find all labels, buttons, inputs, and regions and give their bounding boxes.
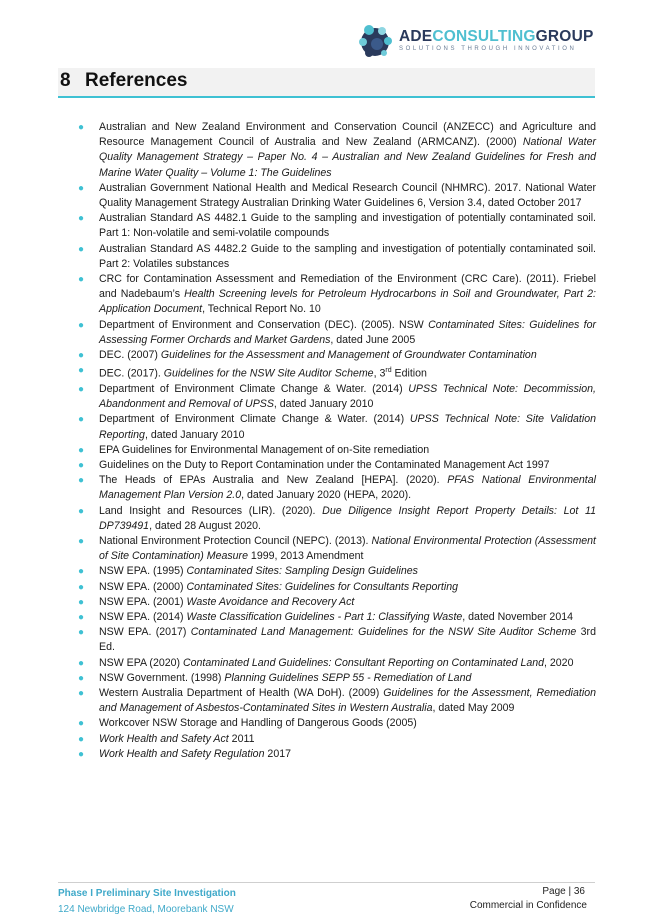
bullet-icon: ● [78, 122, 85, 133]
reference-item [78, 211, 596, 241]
reference-title: Contaminated Land Guidelines: Consultant Reporting on Contaminated Land [183, 656, 545, 669]
reference-title: Work Health and Safety Act [99, 732, 229, 745]
reference-item [78, 382, 596, 412]
globe-logo-icon [355, 22, 395, 60]
bullet-icon: ● [78, 414, 85, 426]
reference-item [78, 595, 596, 610]
bullet-icon: ● [78, 672, 85, 684]
bullet-icon: ● [78, 350, 85, 362]
reference-text: , dated January 2010 [273, 398, 374, 411]
footer-address: 124 Newbridge Road, Moorebank NSW [58, 904, 234, 915]
reference-text: Western Australia Department of Health (WA DoH). (2009) [99, 687, 384, 700]
reference-item [78, 716, 596, 731]
footer-divider [58, 882, 595, 883]
reference-item [78, 318, 596, 348]
bullet-icon: ● [78, 444, 85, 456]
reference-item [78, 564, 596, 579]
reference-text: Australian Government National Health and Medical Research Council (NHMRC). 2017. National Water Quality Management Strategy Australian Drinking Water Guidelines 6, Version 3.4, dated October 2017 [99, 181, 596, 210]
bullet-icon: ● [78, 612, 85, 624]
reference-title: Work Health and Safety Regulation [99, 747, 265, 760]
reference-text: 2011 [228, 732, 255, 745]
reference-title: Contaminated Sites: Guidelines for Consultants Reporting [186, 580, 458, 593]
bullet-icon: ● [78, 182, 85, 194]
reference-text: , 2020 [544, 656, 574, 669]
reference-text: NSW EPA. (1995) [99, 565, 187, 578]
reference-text: , dated 28 August 2020. [149, 519, 261, 532]
bullet-icon: ● [78, 505, 85, 517]
reference-title: National Environmental Protection (Assessment of Site Contamination) Measure [99, 535, 596, 563]
reference-text: 2017 [264, 747, 291, 760]
reference-item [78, 747, 596, 762]
reference-text: Department of Environment Climate Change & Water. (2014) [99, 413, 410, 426]
bullet-icon: ● [78, 581, 85, 593]
reference-text: CRC for Contamination Assessment and Remediation of the Environment (CRC Care). (2011). Friebel and Nadebaum’s [99, 273, 596, 301]
reference-text: 3rd Ed. [99, 626, 596, 654]
reference-text: Edition [391, 367, 427, 380]
reference-title: Due Diligence Insight Report Property Details: Lot 11 DP739491 [99, 504, 596, 532]
reference-text: Australian and New Zealand Environment and Conservation Council (ANZECC) and Agriculture and Resource Management Council of Australia and New Zealand (ARMCANZ). (2000) [99, 121, 596, 149]
reference-item [78, 656, 596, 671]
bullet-icon: ● [78, 733, 85, 745]
section-number: 8 [60, 70, 71, 91]
reference-title: Waste Classification Guidelines - Part 1: Classifying Waste [186, 611, 463, 624]
reference-text: NSW EPA. (2014) [99, 611, 187, 624]
reference-text: National Environment Protection Council (NEPC). (2013). [99, 535, 372, 548]
reference-item [78, 458, 596, 473]
bullet-icon: ● [78, 627, 85, 639]
reference-title: Guidelines for the Assessment, Remediation and Management of Asbestos-Contaminated Sites in Western Australia [99, 687, 596, 715]
bullet-icon: ● [78, 319, 85, 331]
reference-text: Department of Environment Climate Change & Water. (2014) [99, 382, 409, 395]
bullet-icon: ● [78, 274, 85, 286]
reference-item [78, 580, 596, 595]
reference-text: , dated January 2020 (HEPA, 2020). [241, 489, 412, 502]
bullet-icon: ● [78, 365, 85, 377]
reference-text: , Technical Report No. 10 [202, 303, 321, 316]
reference-text: NSW Government. (1998) [99, 671, 225, 684]
reference-text: NSW EPA (2020) [99, 656, 183, 669]
reference-item [78, 671, 596, 686]
bullet-icon: ● [78, 688, 85, 700]
reference-item [78, 610, 596, 625]
bullet-icon: ● [78, 718, 85, 730]
reference-text: NSW EPA. (2001) [99, 595, 187, 608]
reference-item [78, 181, 596, 211]
reference-item [78, 363, 596, 382]
footer-page-number: Page | 36 [542, 886, 585, 897]
bullet-icon: ● [78, 213, 85, 225]
bullet-icon: ● [78, 243, 85, 255]
reference-text: Australian Standard AS 4482.2 Guide to the sampling and investigation of potentially contaminated soil. Part 2: Volatiles substances [99, 242, 596, 270]
reference-title: UPSS Technical Note: Site Validation Reporting [99, 413, 596, 441]
reference-item [78, 412, 596, 442]
reference-text: Department of Environment and Conservation (DEC). (2005). NSW [99, 318, 429, 331]
references-list [78, 120, 596, 762]
reference-text: NSW EPA. (2000) [99, 580, 187, 593]
bullet-icon: ● [78, 566, 85, 578]
reference-item [78, 625, 596, 655]
reference-title: Health Screening levels for Petroleum Hydrocarbons in Soil and Groundwater, Part 2: Application Document [99, 288, 596, 316]
reference-title: Planning Guidelines SEPP 55 - Remediation of Land [224, 671, 472, 684]
company-tagline: SOLUTIONS THROUGH INNOVATION [399, 46, 577, 52]
section-heading [58, 68, 595, 98]
reference-text: DEC. (2017). [99, 367, 164, 380]
reference-item [78, 443, 596, 458]
reference-text: Land Insight and Resources (LIR). (2020). [99, 504, 323, 517]
bullet-icon: ● [78, 536, 85, 548]
reference-item [78, 348, 596, 363]
reference-title: National Water Quality Management Strategy – Paper No. 4 – Australian and New Zealand Guidelines for Fresh and Marine Water Quality – Volume 1: The Guidelines [99, 136, 596, 179]
reference-item [78, 272, 596, 318]
reference-title: Contaminated Sites: Guidelines for Assessing Former Orchards and Market Gardens [99, 318, 596, 346]
reference-item [78, 534, 596, 564]
reference-title: PFAS National Environmental Management Plan Version 2.0 [99, 474, 596, 502]
reference-text: Australian Standard AS 4482.1 Guide to the sampling and investigation of potentially contaminated soil. Part 1: Non-volatile and semi-volatile compounds [99, 212, 596, 240]
reference-title: Guidelines for the Assessment and Management of Groundwater Contamination [160, 349, 537, 362]
reference-title: Waste Avoidance and Recovery Act [186, 595, 355, 608]
reference-item [78, 686, 596, 716]
bullet-icon: ● [78, 596, 85, 608]
reference-text: DEC. (2007) [99, 349, 161, 362]
footer-document-title: Phase I Preliminary Site Investigation [58, 888, 236, 899]
reference-text: 1999, 2013 Amendment [247, 550, 364, 563]
bullet-icon: ● [78, 657, 85, 669]
section-title: References [85, 70, 188, 91]
reference-text: , dated June 2005 [330, 333, 416, 346]
company-name: ADECONSULTINGGROUP [399, 28, 594, 45]
bullet-icon: ● [78, 383, 85, 395]
reference-text: EPA Guidelines for Environmental Management of on-Site remediation [99, 443, 430, 456]
reference-item [78, 504, 596, 534]
reference-item [78, 120, 596, 181]
reference-text: , dated May 2009 [432, 702, 515, 715]
footer-confidentiality: Commercial in Confidence [469, 900, 587, 911]
reference-text: Guidelines on the Duty to Report Contamination under the Contaminated Management Act 1997 [99, 459, 550, 471]
reference-text: , 3 [373, 367, 386, 380]
bullet-icon: ● [78, 475, 85, 487]
reference-text: NSW EPA. (2017) [99, 626, 191, 639]
reference-text: Workcover NSW Storage and Handling of Dangerous Goods (2005) [99, 717, 417, 730]
reference-item [78, 732, 596, 747]
bullet-icon: ● [78, 748, 85, 760]
reference-title: Contaminated Land Management: Guidelines for the NSW Site Auditor Scheme [190, 626, 577, 639]
reference-title: Guidelines for the NSW Site Auditor Scheme [163, 367, 374, 380]
reference-text: , dated November 2014 [462, 611, 573, 624]
reference-title: Contaminated Sites: Sampling Design Guidelines [186, 565, 418, 578]
reference-text: rd [385, 367, 392, 375]
reference-item [78, 242, 596, 272]
reference-item [78, 473, 596, 503]
reference-text: , dated January 2010 [144, 428, 245, 441]
reference-text: The Heads of EPAs Australia and New Zealand [HEPA]. (2020). [99, 474, 448, 487]
company-logo [355, 22, 600, 60]
bullet-icon: ● [78, 460, 85, 471]
reference-title: UPSS Technical Note: Decommission, Abandonment and Removal of UPSS [99, 382, 596, 411]
